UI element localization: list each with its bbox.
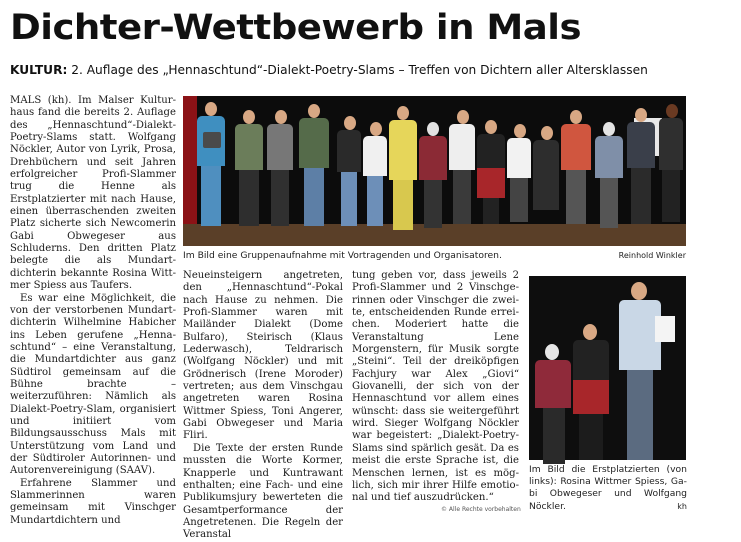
winners-photo bbox=[529, 276, 686, 460]
photo-caption: Im Bild eine Gruppenaufnahme mit Vortragenden und Organisatoren. bbox=[183, 250, 502, 261]
text-column-1 bbox=[10, 95, 176, 526]
paragraph: tung geben vor, dass jeweils 2 Profi-Slammer und 2 Vinschgerinnen oder Vinschger die zweite, entscheidenden Runde erreichen. Moderiert hatte die Veranstaltung Lene Morgenstern, für Musik sorgte „Steini“. Teil der dreiköpfigen Fachjury war Alex „Giovi“ Giovanelli, der sich von der Hennaschtund vor allem eines wünscht: dass sie weitergeführt wird. Sieger Wolfgang Nöckler war begeistert: „Dialekt-Poetry-Slams sind spärlich gesät. Da es meist die erste Sprache ist, die Menschen lernen, ist es möglich, sich mir ihrer Hilfe emotional und tief auszudrücken.“ bbox=[352, 270, 519, 504]
headline: Dichter-Wettbewerb in Mals bbox=[10, 8, 582, 48]
subheadline-text: 2. Auflage des „Hennaschtund“-Dialekt-Poetry-Slams – Treffen von Dichtern aller Altersklassen bbox=[67, 63, 648, 77]
winners-caption-text: Im Bild die Erstplatzierten (von links): Rosina Wittmer Spiess, Gabi Obwegeser und Wolfgang Nöckler. bbox=[529, 464, 687, 512]
rights-notice: © Alle Rechte vorbehalten bbox=[441, 506, 521, 513]
paragraph: MALS (kh). Im Malser Kulturhaus fand die bereits 2. Auflage des „Hennaschtund“-Dialekt-Poetry-Slams statt. Wolfgang Nöckler, Autor von Lyrik, Prosa, Drehbüchern und seit Jahren erfolgreicher Profi-Slammer trug die Henne als Erstplatzierter mit nach Hause, einen überraschenden zweiten Platz sicherte sich Newcomerin Gabi Obwegeser aus Schluderns. Den dritten Platz belegte die als Mundartdichterin bekannte Rosina Wittmer Spiess aus Taufers. bbox=[10, 95, 176, 292]
paragraph: Die Texte der ersten Runde mussten die Worte Kormer, Knapperle und Kuntrawant enthalten; eine Fach- und eine Publikumsjury bewerteten die Gesamtperformance der Angetretenen. Die Regeln der Veranstal bbox=[183, 442, 343, 541]
paper-sheet bbox=[655, 316, 675, 342]
text-column-3 bbox=[352, 270, 519, 520]
group-photo bbox=[183, 96, 686, 246]
photo-credit: Reinhold Winkler bbox=[618, 251, 686, 260]
paragraph: Neueinsteigern angetreten, den „Hennaschtund“-Pokal nach Hause zu nehmen. Die Profi-Slammer waren mit Mailänder Dialekt (Dome Bulfaro), Steirisch (Klaus Lederwasch), Teldrarisch (Wolfgang Nöckler) und mit Grödnerisch (Irene Moroder) vertreten; aus dem Vinschgau angetreten waren Rosina Wittmer Spiess, Toni Angerer, Gabi Obwegeser und Maria Fliri. bbox=[183, 270, 343, 442]
section-kicker: KULTUR: bbox=[10, 63, 68, 77]
author-signature: kh bbox=[677, 501, 687, 511]
winners-caption bbox=[529, 464, 687, 513]
subheadline bbox=[10, 63, 700, 77]
text-column-2 bbox=[183, 270, 343, 541]
paragraph: Erfahrene Slammer und Slammerinnen waren gemeinsam mit Vinschger Mundartdichtern und bbox=[10, 477, 176, 526]
paragraph: Es war eine Möglichkeit, die von der verstorbenen Mundartdichterin Wilhelmine Habicher ins Leben gerufene „Hennaschtund“ – eine Veranstaltung, die Mundartdichter aus ganz Südtirol gemeinsam auf die Bühne brachte – weiterzuführen: Nämlich als Dialekt-Poetry-Slam, organisiert und initiiert vom Bildungsausschuss Mals mit Unterstützung vom Land und der Südtiroler Autorinnen- und Autorenvereinigung (SAAV). bbox=[10, 292, 176, 477]
